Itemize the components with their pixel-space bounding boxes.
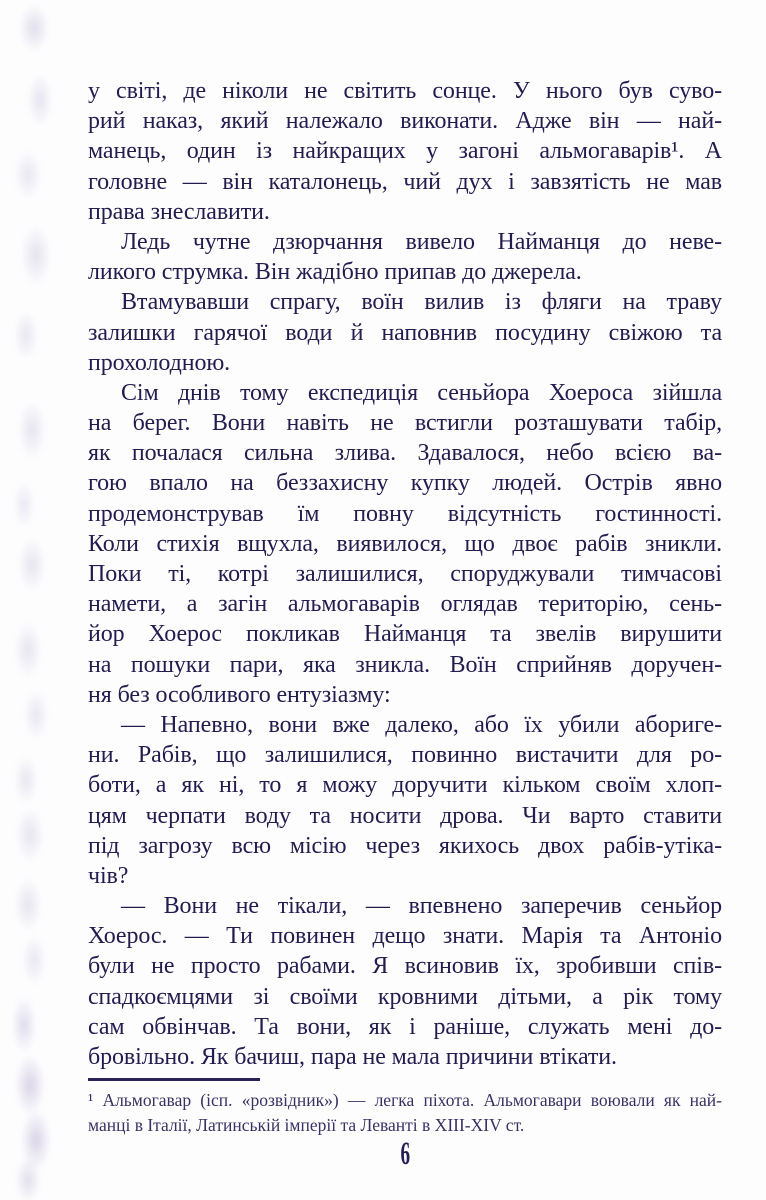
footnote-text <box>88 1088 722 1137</box>
text-line: — Напевно, вони вже далеко, або їх убили абориге- <box>121 711 722 738</box>
text-line: Хоерос. — Ти повинен дещо знати. Марія та Антоніо <box>88 923 722 950</box>
text-line: ня без особливого ентузіазму: <box>88 681 391 708</box>
footnote-line: манці в Італії, Латинській імперії та Леванті в XIII-XIV ст. <box>88 1114 525 1135</box>
text-line: гою впало на беззахисну купку людей. Острів явно <box>88 470 722 497</box>
text-line: Втамувавши спрагу, воїн вилив із фляги на траву <box>121 289 722 316</box>
paragraph <box>88 710 722 891</box>
text-line: ликого струмка. Він жадібно припав до джерела. <box>88 259 582 286</box>
text-line: ни. Рабів, що залишилися, повинно вистачити для ро- <box>88 742 722 769</box>
text-line: боти, а як ні, то я можу доручити кільком своїм хлоп- <box>88 772 722 799</box>
text-line: залишки гарячої води й наповнив посудину свіжою та <box>88 319 722 346</box>
text-line: на пошуки пари, яка зникла. Воїн сприйняв доручен- <box>88 651 722 678</box>
footnote-line: ¹ Альмогавар (ісп. «розвідник») — легка піхота. Альмогавари воювали як най- <box>88 1090 722 1110</box>
footnote <box>88 1078 722 1137</box>
text-line: спадкоємцями зі своїми кровними дітьми, а рік тому <box>88 983 722 1010</box>
paragraph <box>88 891 722 1072</box>
page-number <box>88 1136 722 1173</box>
paragraph <box>88 227 722 287</box>
text-line: цям черпати воду та носити дрова. Чи варто ставити <box>88 802 722 829</box>
text-line: бровільно. Як бачиш, пара не мала причини втікати. <box>88 1044 617 1070</box>
text-line: Коли стихія вщухла, виявилося, що двоє рабів зникли. <box>88 530 722 557</box>
text-line: на берег. Вони навіть не встигли розташувати табір, <box>88 410 722 437</box>
paragraph <box>88 76 722 227</box>
text-line: рий наказ, який належало виконати. Адже він — най- <box>88 108 722 135</box>
text-line: манець, один із найкращих у загоні альмогаварів¹. А <box>88 138 722 165</box>
text-line: продемонстрував їм повну відсутність гостинності. <box>88 500 722 527</box>
text-line: у світі, де ніколи не світить сонце. У нього був суво- <box>88 78 722 104</box>
footnote-divider <box>88 1078 260 1081</box>
text-line: головне — він каталонець, чий дух і завзятість не мав <box>88 168 722 195</box>
text-line: під загрозу всю місію через якихось двох рабів-утіка- <box>88 832 722 859</box>
scan-artifact-left-edge <box>0 0 80 1200</box>
text-line: сам обвінчав. Та вони, як і раніше, служать мені до- <box>88 1013 722 1040</box>
text-line: Сім днів тому експедиція сеньйора Хоероса зійшла <box>121 379 722 406</box>
text-line: чів? <box>88 862 129 889</box>
paragraph <box>88 287 722 378</box>
text-line: прохолодною. <box>88 349 231 376</box>
page-number-digit: 6 <box>400 1136 410 1172</box>
text-line: йор Хоерос покликав Найманця та звелів вирушити <box>88 621 722 648</box>
text-line: права знеславити. <box>88 198 270 225</box>
text-line: — Вони не тікали, — впевнено заперечив сеньйор <box>121 893 722 920</box>
text-line: були не просто рабами. Я всиновив їх, зробивши спів- <box>88 953 722 980</box>
text-line: Ледь чутне дзюрчання вивело Найманця до неве- <box>121 228 722 255</box>
text-line: Поки ті, котрі залишилися, споруджували тимчасові <box>88 561 722 587</box>
paragraph <box>88 378 722 710</box>
text-line: як почалася сильна злива. Здавалося, небо всією ва- <box>88 440 722 467</box>
text-line: намети, а загін альмогаварів оглядав територію, сень- <box>88 591 722 618</box>
text-block <box>88 76 722 1072</box>
